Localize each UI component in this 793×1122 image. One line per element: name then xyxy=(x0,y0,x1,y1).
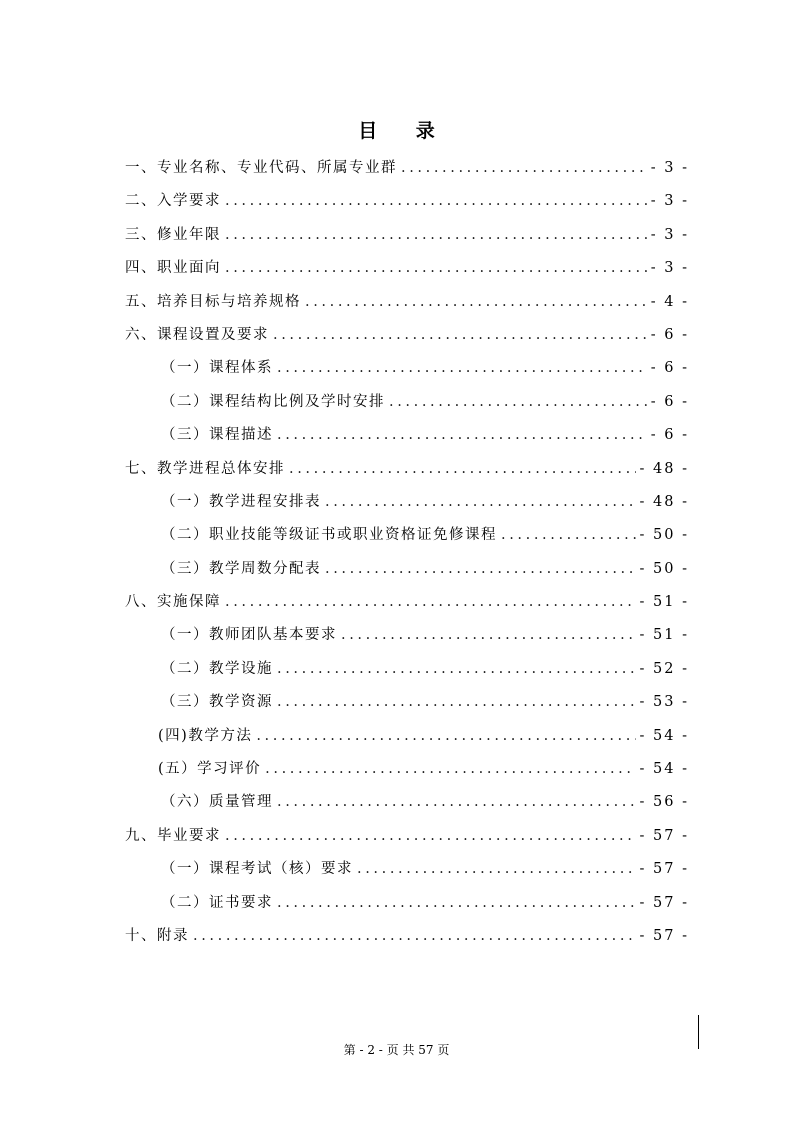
toc-entry-page: - 52 - xyxy=(639,660,689,677)
toc-entry-label: (五）学习评价 xyxy=(158,761,262,778)
toc-entry-page: - 57 - xyxy=(639,861,689,878)
toc-entry-page: - 50 - xyxy=(639,560,689,577)
toc-entry-label: （二）课程结构比例及学时安排 xyxy=(161,393,385,410)
table-of-contents xyxy=(125,156,689,957)
toc-entry-label: 四、职业面向 xyxy=(125,260,221,277)
toc-entry-label: 七、教学进程总体安排 xyxy=(125,460,285,477)
toc-entry-page: - 54 - xyxy=(639,761,689,778)
dot-leader xyxy=(277,895,636,911)
toc-entry[interactable] xyxy=(125,256,689,289)
toc-entry[interactable] xyxy=(125,523,689,556)
toc-entry-page: - 6 - xyxy=(650,393,689,410)
toc-entry[interactable] xyxy=(125,657,689,690)
toc-entry-label: 五、培养目标与培养规格 xyxy=(125,293,301,310)
dot-leader xyxy=(325,494,636,510)
toc-entry[interactable] xyxy=(125,323,689,356)
toc-entry[interactable] xyxy=(125,891,689,924)
page-title: 目 录 xyxy=(358,120,451,142)
toc-entry-label: 九、毕业要求 xyxy=(125,827,221,844)
toc-entry-page: - 51 - xyxy=(639,627,689,644)
dot-leader xyxy=(265,761,635,777)
toc-entry-page: - 51 - xyxy=(639,594,689,611)
toc-entry-label: 一、专业名称、专业代码、所属专业群 xyxy=(125,160,397,176)
toc-entry-page: - 6 - xyxy=(650,360,689,377)
dot-leader xyxy=(277,360,647,376)
dot-leader xyxy=(273,327,647,343)
toc-entry[interactable] xyxy=(125,824,689,857)
dot-leader xyxy=(401,160,647,176)
toc-entry[interactable] xyxy=(125,857,689,890)
toc-entry-page: - 3 - xyxy=(650,160,689,176)
dot-leader xyxy=(501,527,636,543)
dot-leader xyxy=(225,193,647,209)
toc-entry-label: 十、附录 xyxy=(125,927,189,944)
dot-leader xyxy=(325,561,636,577)
toc-entry-page: - 57 - xyxy=(639,894,689,911)
dot-leader xyxy=(357,861,636,877)
toc-entry-label: （一）课程考试（核）要求 xyxy=(161,861,353,878)
toc-entry-label: 二、入学要求 xyxy=(125,193,221,210)
toc-entry[interactable] xyxy=(125,724,689,757)
toc-entry-label: 六、课程设置及要求 xyxy=(125,326,269,343)
dot-leader xyxy=(225,594,636,610)
toc-entry[interactable] xyxy=(125,790,689,823)
dot-leader xyxy=(305,294,647,310)
dot-leader xyxy=(277,694,636,710)
dot-leader xyxy=(225,828,636,844)
toc-entry-label: （三）教学资源 xyxy=(161,694,273,711)
toc-entry-label: （三）课程描述 xyxy=(161,427,273,444)
page-footer: 第 - 2 - 页 共 57 页 xyxy=(343,1043,450,1057)
toc-entry[interactable] xyxy=(125,156,689,189)
toc-entry-label: （六）质量管理 xyxy=(161,794,273,811)
toc-entry[interactable] xyxy=(125,356,689,389)
toc-entry[interactable] xyxy=(125,557,689,590)
toc-entry[interactable] xyxy=(125,690,689,723)
toc-entry[interactable] xyxy=(125,290,689,323)
toc-entry[interactable] xyxy=(125,757,689,790)
toc-entry-label: （一）教学进程安排表 xyxy=(161,493,321,510)
toc-entry-page: - 48 - xyxy=(639,493,689,510)
toc-entry-label: （一）教师团队基本要求 xyxy=(161,627,337,644)
toc-entry[interactable] xyxy=(125,423,689,456)
toc-entry-label: (四)教学方法 xyxy=(158,727,253,744)
toc-entry[interactable] xyxy=(125,189,689,222)
toc-entry-page: - 56 - xyxy=(639,794,689,811)
dot-leader xyxy=(289,461,636,477)
toc-entry-label: 三、修业年限 xyxy=(125,226,221,243)
toc-entry-label: （二）教学设施 xyxy=(161,660,273,677)
toc-entry-page: - 6 - xyxy=(650,326,689,343)
toc-entry-label: （二）证书要求 xyxy=(161,894,273,911)
toc-entry[interactable] xyxy=(125,623,689,656)
toc-entry-page: - 50 - xyxy=(639,527,689,544)
dot-leader xyxy=(256,728,635,744)
dot-leader xyxy=(341,627,636,643)
toc-entry-page: - 54 - xyxy=(639,727,689,744)
toc-entry-label: （一）课程体系 xyxy=(161,360,273,377)
toc-entry-label: （三）教学周数分配表 xyxy=(161,560,321,577)
toc-entry[interactable] xyxy=(125,223,689,256)
dot-leader xyxy=(225,227,647,243)
toc-entry[interactable] xyxy=(125,590,689,623)
toc-entry-page: - 4 - xyxy=(650,293,689,310)
toc-entry-label: 八、实施保障 xyxy=(125,594,221,611)
dot-leader xyxy=(389,394,647,410)
dot-leader xyxy=(277,794,636,810)
toc-entry[interactable] xyxy=(125,490,689,523)
toc-entry-page: - 3 - xyxy=(650,226,689,243)
toc-entry-page: - 3 - xyxy=(650,260,689,277)
toc-entry-page: - 6 - xyxy=(650,427,689,444)
toc-entry-page: - 48 - xyxy=(639,460,689,477)
toc-entry[interactable] xyxy=(125,390,689,423)
toc-entry-page: - 3 - xyxy=(650,193,689,210)
toc-entry-page: - 57 - xyxy=(639,827,689,844)
toc-entry-page: - 53 - xyxy=(639,694,689,711)
dot-leader xyxy=(225,260,647,276)
toc-entry-label: （二）职业技能等级证书或职业资格证免修课程 xyxy=(161,527,497,544)
toc-entry[interactable] xyxy=(125,457,689,490)
dot-leader xyxy=(277,427,647,443)
dot-leader xyxy=(277,661,636,677)
toc-entry-page: - 57 - xyxy=(639,927,689,944)
dot-leader xyxy=(193,928,636,944)
toc-entry[interactable] xyxy=(125,924,689,957)
